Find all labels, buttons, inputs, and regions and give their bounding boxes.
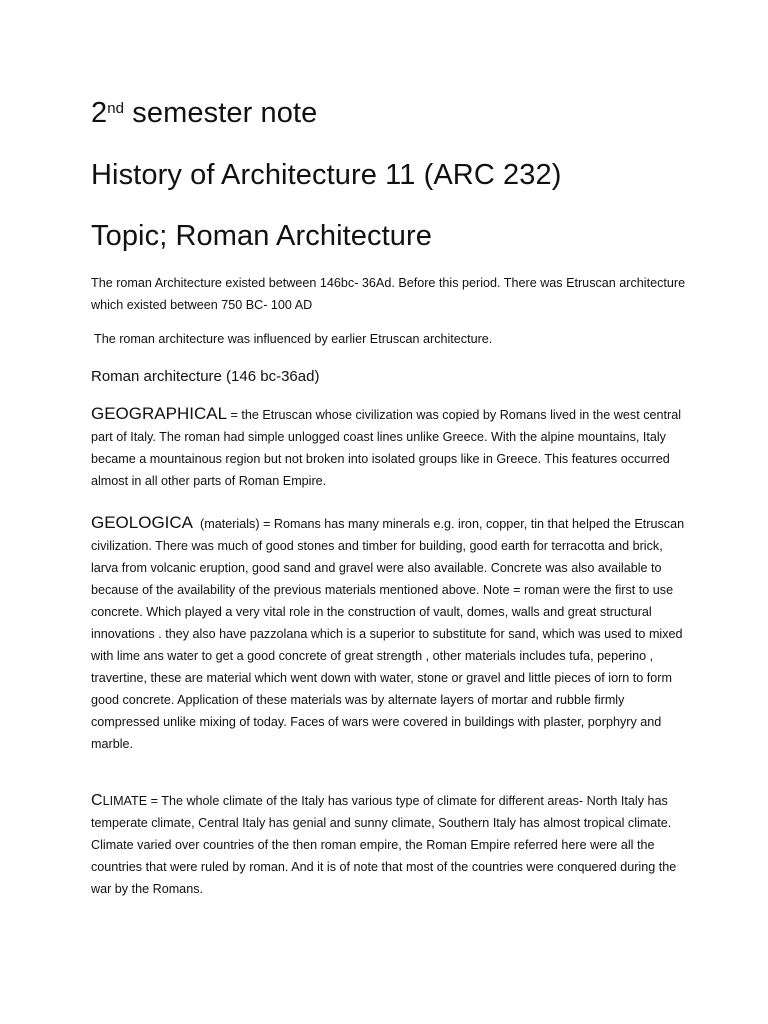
intro-paragraph-2: The roman architecture was influenced by earlier Etruscan architecture.: [94, 332, 493, 346]
geographical-paragraph: [91, 403, 691, 492]
geological-body: (materials) = Romans has many minerals e.g. iron, copper, tin that helped the Etruscan civilization. There was much of good stones and timber for building, good earth for terracotta and brick, larva from volcanic eruption, good sand and gravel were also available. Concrete was also available to because of the availability of the previous materials mentioned above. Note = roman were the first to use concrete. Which played a very vital role in the construction of vault, domes, walls and great structural innovations . they also have pazzolana which is a superior to substitute for sand, which was used to mixed with lime ans water to get a good concrete of great strength , other materials includes tufa, peperino , travertine, these are material which went down with water, stone or gravel and little pieces of iorn to form good concrete. Application of these materials was by alternate layers of mortar and rubble firmly compressed unlike mixing of today. Faces of wars were covered in buildings with plaster, porphyry and marble.: [91, 517, 685, 751]
geological-paragraph: [91, 512, 691, 755]
geographical-lead: GEOGRAPHICAL: [91, 404, 228, 423]
climate-lead-rest: LIMATE: [102, 794, 148, 808]
geological-lead: GEOLOGICA: [91, 513, 194, 532]
course-title: History of Architecture 11 (ARC 232): [91, 159, 562, 191]
climate-lead-cap: C: [91, 792, 103, 809]
climate-paragraph: [91, 790, 691, 900]
geographical-body: = the Etruscan whose civilization was copied by Romans lived in the west central part of Italy. The roman had simple unlogged coast lines unlike Greece. With the alpine mountains, Italy became a mountainous region but not broken into isolated groups like in Greece. This features occurred almost in all other parts of Roman Empire.: [91, 408, 681, 488]
section-heading: Roman architecture (146 bc-36ad): [91, 368, 320, 385]
semester-heading: [91, 96, 317, 130]
climate-body: = The whole climate of the Italy has various type of climate for different areas- North Italy has temperate climate, Central Italy has genial and sunny climate, Southern Italy has almost tropical climate. Climate varied over countries of the then roman empire, the Roman Empire referred here were all the countries that were ruled by roman. And it is of note that most of the countries were conquered during the war by the Romans.: [91, 794, 677, 896]
semester-number: 2: [91, 97, 108, 129]
topic-title: Topic; Roman Architecture: [91, 220, 432, 252]
intro-paragraph-1: The roman Architecture existed between 146bc- 36Ad. Before this period. There was Etruscan architecture which existed between 750 BC- 100 AD: [91, 276, 686, 312]
semester-suffix: nd: [107, 100, 125, 117]
semester-rest: semester note: [124, 97, 318, 129]
